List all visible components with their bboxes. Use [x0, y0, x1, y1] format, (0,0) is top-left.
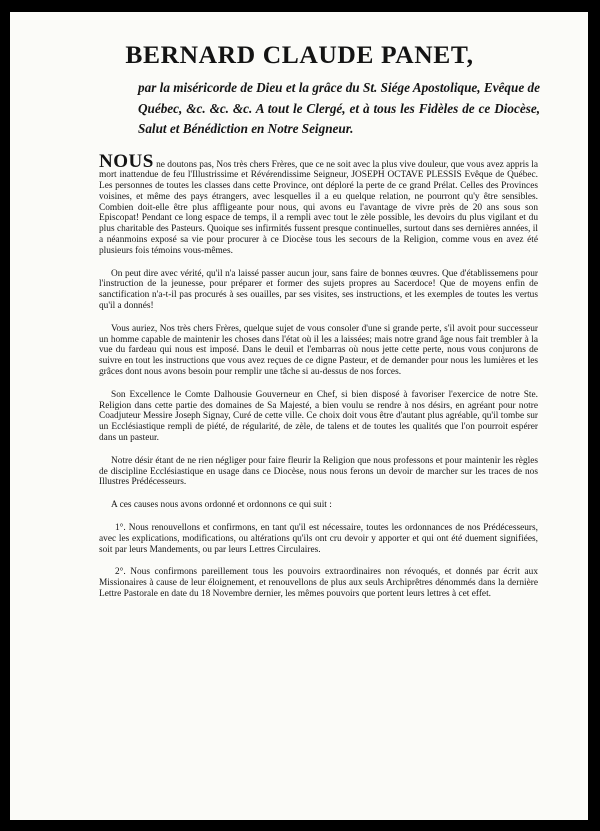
paragraph-4: Son Excellence le Comte Dalhousie Gouverneur en Chef, si bien disposé à favoriser l'exercice de notre Ste. Religion dans cette partie des domaines de Sa Majesté, a bien voulu se rendre à nos désirs, en agréant pour notre Coadjuteur Messire Joseph Signay, Curé de cette ville. Ce choix doit vous être d'autant plus agréable, qu'il tombe sur un Ecclésiastique rempli de piété, de régularité, de zèle, de talens et de toutes les qualités que l'on pourroit espérer dans un pasteur. [99, 389, 538, 444]
document-body [99, 150, 538, 600]
paragraph-1 [99, 150, 538, 257]
article-2: 2°. Nous confirmons pareillement tous les pouvoirs extraordinaires non révoqués, et donnés par écrit aux Missionaires à cause de leur éloignement, et renouvellons de plus aux seuls Archiprêtres dénommés dans la dernière Lettre Pastorale en date du 18 Novembre dernier, les mêmes pouvoirs que portent leurs lettres à cet effet. [99, 567, 538, 599]
document-title: BERNARD CLAUDE PANET, [125, 40, 474, 69]
paragraph-1-text: ne doutons pas, Nos très chers Frères, que ce ne soit avec la plus vive douleur, que vous avez appris la mort inattendue de feu l'Illustrissime et Révérendissime Seigneur, JOSEPH OCTAVE PLESSIS Evêque de Québec. Les personnes de toutes les classes dans cette Province, ont déploré la perte de ce grand Prélat. Celles des Provinces voisines, et même des pays étrangers, avec lesquelles il a eu quelque relation, ne pourront qu'y être sensibles. Combien doit-elle être plus affligeante pour nous, qui avons eu l'avantage de vivre près de 20 ans sous son Episcopat! Pendant ce long espace de temps, il a rempli avec tout le zèle possible, les devoirs du plus vigilant et du plus charitable des Pasteurs. Quoique ses infirmités fussent presque continuelles, surtout dans ses dernières années, il a néanmoins exposé sa vie pour procurer à ce Diocèse tous les secours de la Religion, comme vous en avez été plusieurs fois témoins vous-mêmes. [99, 159, 538, 256]
document-content [11, 12, 588, 600]
paragraph-6: A ces causes nous avons ordonné et ordonnons ce qui suit : [111, 500, 332, 511]
article-1: 1°. Nous renouvellons et confirmons, en tant qu'il est nécessaire, toutes les ordonnances de nos Prédécesseurs, avec les explications, modifications, ou altérations qu'ils ont cru devoir y apporter et qui ont été duement signifiées, soit par leurs Mandements, ou par leurs Lettres Circulaires. [99, 523, 538, 555]
document-page [10, 12, 588, 820]
paragraph-2: On peut dire avec vérité, qu'il n'a laissé passer aucun jour, sans faire de bonnes œuvres. Que d'établissemens pour l'instruction de la jeunesse, pour préparer et former des sujets propres au Sacerdoce! Que de moyens enfin de sanctification n'a-t-il pas procurés à ses ouailles, par ses visites, ses instructions, et les exemples de toutes les vertus qu'il a donnés! [99, 268, 538, 312]
paragraph-5: Notre désir étant de ne rien négliger pour faire fleurir la Religion que nous professons et pour maintenir les règles de discipline Ecclésiastique en usage dans ce Diocèse, nous nous ferons un devoir de marcher sur les traces de nos Illustres Prédécesseurs. [99, 455, 538, 488]
paragraph-3: Vous auriez, Nos très chers Frères, quelque sujet de vous consoler d'une si grande perte, s'il avoit pour successeur un homme capable de maintenir les choses dans l'état où il les a laissées; mais notre grand âge nous fait trembler à la vue du fardeau qui nous est imposé. Dans le deuil et l'embarras où nous jette cette perte, nous vous conjurons de suivre en tout les instructions que vous avez reçues de ce digne Pasteur, et de demander pour nous les lumières et les grâces dont nous avons besoin pour remplir une tâche si au-dessus de nos forces. [99, 323, 538, 378]
drop-cap: NOUS [99, 150, 154, 172]
document-subtitle: par la miséricorde de Dieu et la grâce du St. Siége Apostolique, Evêque de Québec, &c. &c. &c. A tout le Clergé, et à tous les Fidèles de ce Diocèse, Salut et Bénédiction en Notre Seigneur. [138, 80, 540, 136]
